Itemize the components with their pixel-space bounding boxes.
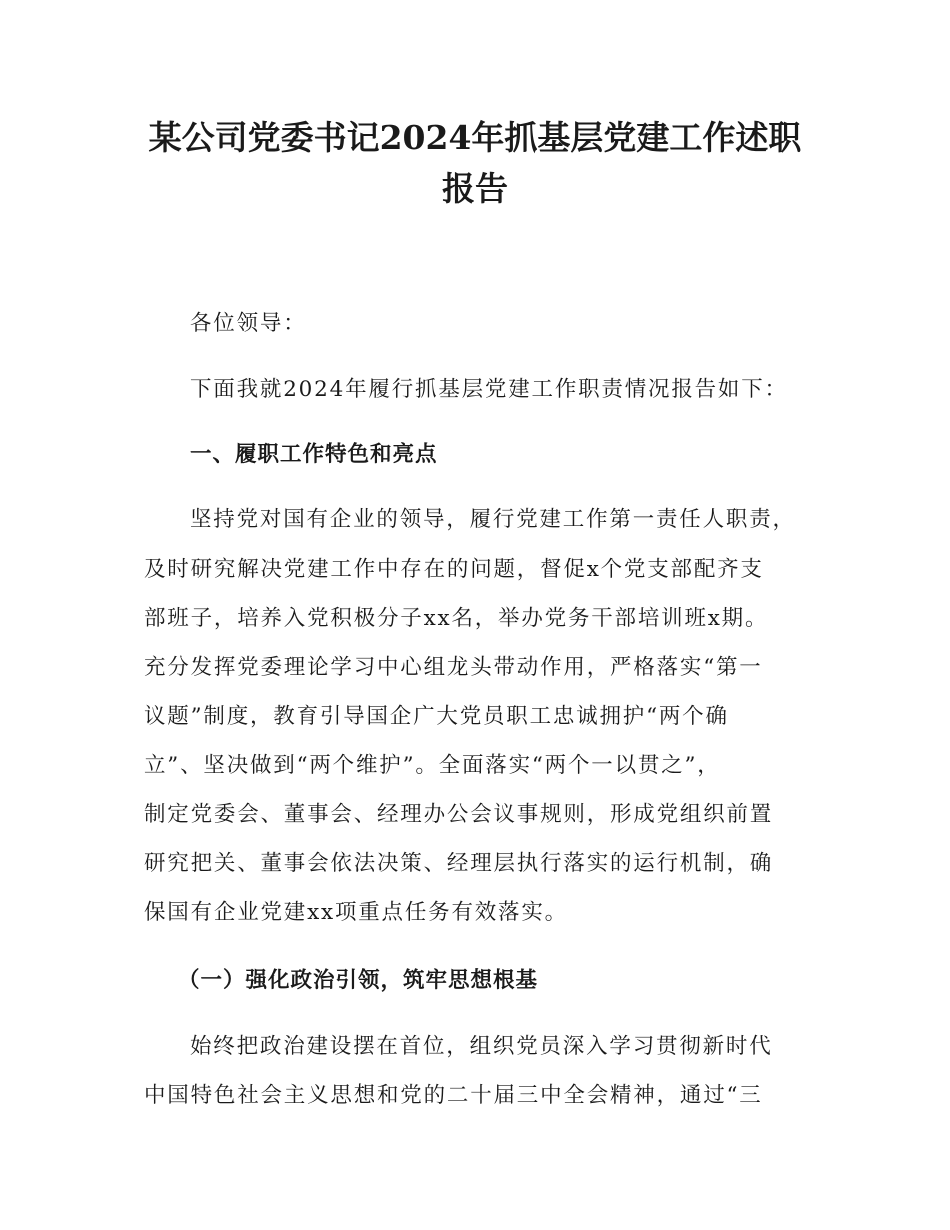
document-title-line-1: 某公司党委书记2024年抓基层党建工作述职 [148, 118, 802, 157]
section-1-line: 及时研究解决党建工作中存在的问题，督促x个党支部配齐支 [144, 557, 764, 582]
salutation: 各位领导： [190, 311, 307, 336]
section-1-line: 部班子，培养入党积极分子xx名，举办党务干部培训班x期。 [144, 606, 769, 631]
section-1-line: 议题”制度，教育引导国企广大党员职工忠诚拥护“两个确 [144, 704, 729, 729]
subsection-1-heading: （一）强化政治引领，筑牢思想根基 [178, 968, 539, 993]
section-1-line: 研究把关、董事会依法决策、经理层执行落实的运行机制，确 [144, 851, 774, 876]
subsection-1-line: 始终把政治建设摆在首位，组织党员深入学习贯彻新时代 [190, 1034, 773, 1059]
intro-paragraph: 下面我就2024年履行抓基层党建工作职责情况报告如下： [190, 377, 788, 402]
section-1-line: 充分发挥党委理论学习中心组龙头带动作用，严格落实“第一 [144, 655, 763, 680]
section-1-line: 坚持党对国有企业的领导，履行党建工作第一责任人职责， [190, 507, 796, 532]
document-title-line-2: 报告 [442, 169, 508, 208]
section-1-line: 立”、坚决做到“两个维护”。全面落实“两个一以贯之”， [144, 753, 721, 778]
section-1-line: 制定党委会、董事会、经理办公会议事规则，形成党组织前置 [144, 802, 774, 827]
subsection-1-line: 中国特色社会主义思想和党的二十届三中全会精神，通过“三 [144, 1083, 763, 1108]
section-1-line: 保国有企业党建xx项重点任务有效落实。 [144, 900, 568, 925]
section-1-heading: 一、履职工作特色和亮点 [190, 442, 438, 467]
